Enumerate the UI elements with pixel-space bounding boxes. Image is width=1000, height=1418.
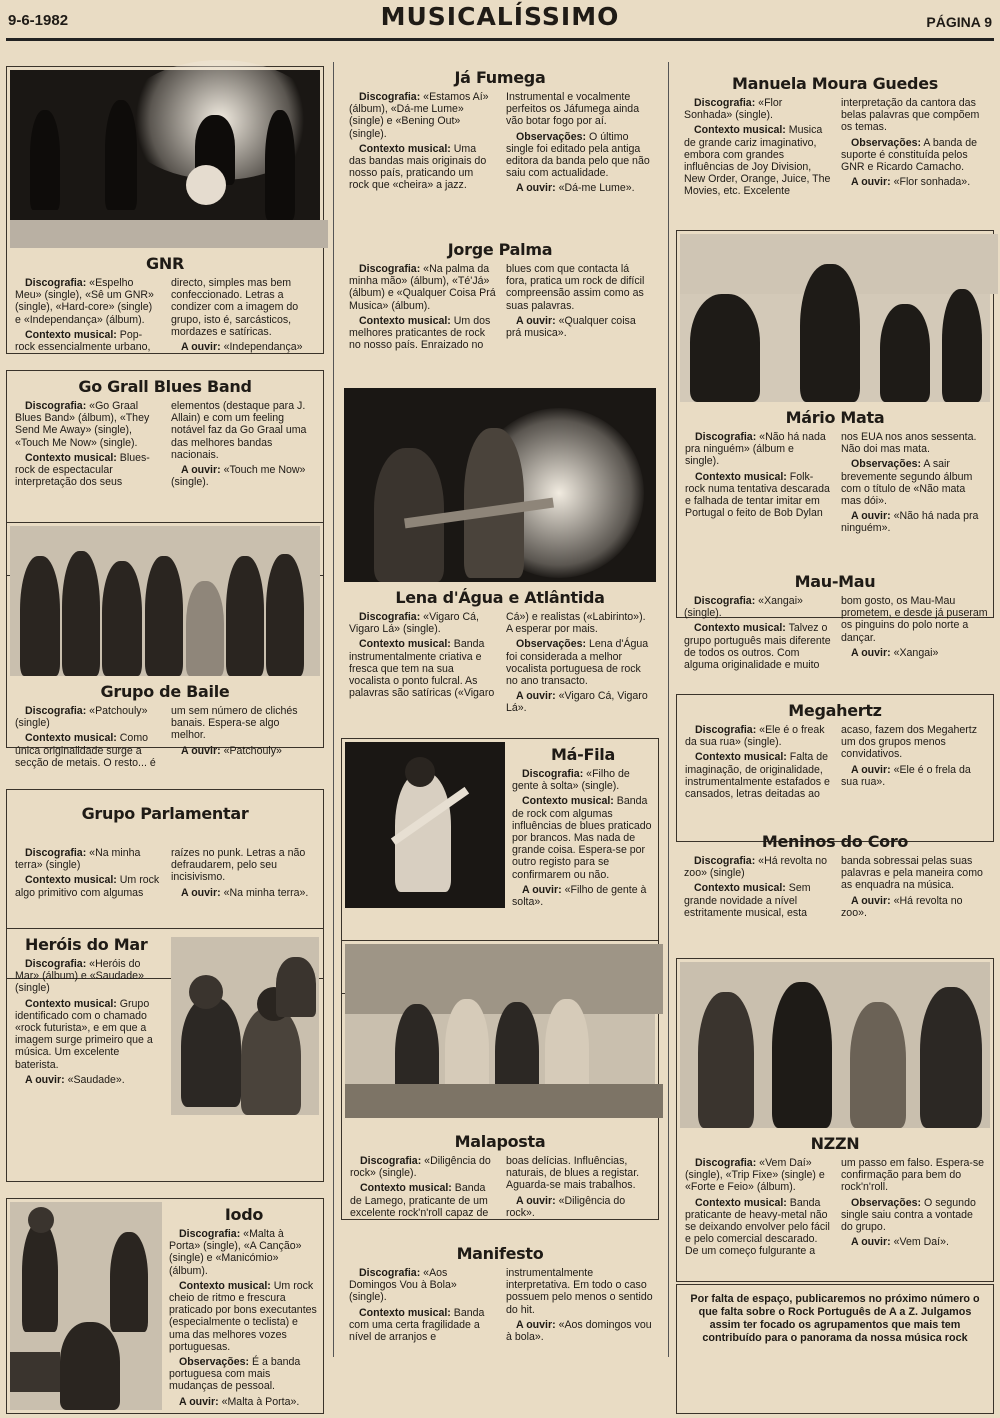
entry-paragraph [15, 705, 161, 729]
field-label: Discografia: [695, 724, 757, 736]
field-value: «Filho de gente à solta» (single). [512, 768, 630, 793]
field-value: «Há revolta no zoo». [841, 894, 963, 919]
entry-title: Heróis do Mar [25, 935, 148, 954]
column-left [6, 62, 324, 1408]
entry-title: Lena d'Água e Atlântida [395, 588, 605, 607]
footnote-box [676, 1284, 994, 1414]
photo-nzzn [680, 962, 990, 1128]
entry-paragraph [685, 724, 831, 748]
column-middle [341, 62, 659, 1357]
field-label: Observações: [851, 136, 922, 149]
field-label: Contexto musical: [25, 874, 117, 887]
entry-text [7, 847, 323, 904]
photo-gnr [10, 70, 320, 248]
column-divider [333, 62, 334, 1357]
photo-malaposta [345, 944, 655, 1118]
entry-text [676, 595, 994, 675]
entry-paragraph [685, 1157, 831, 1194]
field-value: «Aos domingos vou à bola». [506, 1318, 652, 1344]
field-value: Banda de rock com algumas influências de blues praticado por brancos. Mas nada de grande coisa. Espera-se por outro registo para se confirmarem ou não. [512, 795, 652, 881]
entry-text [341, 611, 659, 719]
entry-paragraph [15, 400, 161, 449]
entry-text [7, 958, 167, 1093]
entry-paragraph [684, 855, 831, 879]
field-value: Banda praticante de heavy-metal não se deixando envolver pelo fácil e pelo comercial descarado. De um começo fulgurante a um passo em falso. Espera-se confirmação para bem do rock'n'roll. [685, 1157, 985, 1258]
field-label: A ouvir: [516, 1194, 556, 1207]
entry-paragraph [169, 1356, 317, 1393]
field-value: «Patchouly» [220, 744, 282, 757]
field-value: «Há revolta no zoo» (single) [684, 855, 828, 880]
photo-grupo-de-baile [10, 526, 320, 676]
field-value: Um rock cheio de ritmo e frescura praticado por bons executantes (especialmente o teclista) e uma das melhores vozes portuguesas. [169, 1279, 317, 1353]
entry-paragraph [506, 315, 653, 339]
entry-paragraph [15, 277, 161, 326]
field-label: A ouvir: [516, 690, 556, 703]
field-value: Blues-rock de espectacular interpretação dos seus elementos (destaque para J. Allain) e com um feeling notável faz da Go Graal uma das melhores bandas nacionais. [15, 400, 307, 489]
entry-paragraph [169, 1228, 317, 1277]
field-value: Folk-rock numa tentativa descarada e falhada de tentar imitar em Portugal o feito de Bob Dylan nos EUA nos anos sessenta. Não doi mas mata. [685, 431, 977, 520]
field-value: «Qualquer coisa prá musica». [506, 314, 636, 340]
entry-paragraph [841, 176, 988, 188]
photo-mario-mata [680, 234, 990, 402]
field-value: «Patchouly» (single) [15, 705, 148, 730]
field-label: Discografia: [359, 91, 421, 103]
field-value: «Na minha terra». [220, 886, 309, 899]
field-value: É a banda portuguesa com mais mudanças de pessoal. [169, 1356, 301, 1393]
field-value: «Touch me Now» (single). [171, 464, 306, 489]
entry-title: Meninos do Coro [761, 832, 909, 851]
field-value: Um rock algo primitivo com algumas raízes no punk. Letras a não defraudarem, pelo seu incisivismo. [15, 847, 306, 899]
field-label: A ouvir: [179, 1395, 219, 1408]
entry-text [676, 855, 994, 925]
entry-text [341, 263, 659, 355]
field-value: «Xangai» (single). [684, 595, 803, 620]
entry-paragraph [506, 638, 653, 687]
entry-paragraph [171, 341, 317, 353]
field-label: Discografia: [359, 263, 421, 275]
entry-ja-fumega [341, 62, 659, 222]
footnote-text: Por falta de espaço, publicaremos no próximo número o que falta sobre o Rock Português de A a Z. Julgamos assim ter focado os agrupamentos que mais tem contribuído para o panorama da nossa música rock [690, 1293, 980, 1344]
field-value: «Ele é o frela da sua rua». [841, 763, 971, 788]
entry-paragraph [685, 431, 831, 468]
field-value: Musica de grande cariz imaginativo, embora com grandes influências de Joy Division, New Order, Orange, Juice, The Movies, etc. Excelente interpretação da cantora das belas palavras que compõem os temas. [684, 97, 980, 198]
photo-iodo [10, 1202, 162, 1410]
entry-paragraph [171, 464, 317, 488]
field-label: Contexto musical: [359, 142, 451, 155]
field-label: Contexto musical: [25, 451, 117, 464]
entry-title: Grupo Parlamentar [81, 804, 249, 823]
field-label: A ouvir: [516, 182, 556, 195]
field-label: Observações: [516, 130, 587, 143]
field-label: Discografia: [25, 958, 87, 970]
field-value: «Ele é o freak da sua rua» (single). [685, 724, 825, 749]
publication-title: MUSICALÍSSIMO [380, 2, 620, 31]
field-label: A ouvir: [181, 744, 221, 757]
field-label: Discografia: [25, 705, 87, 717]
entry-mau-mau [676, 558, 994, 696]
field-label: A ouvir: [181, 886, 221, 899]
entry-title: Megahertz [788, 701, 882, 720]
field-value: «Go Graal Blues Band» (álbum), «They Send Me Away» (single), «Touch Me Now» (single). [15, 400, 150, 449]
field-label: Observações: [516, 638, 587, 651]
entry-text [508, 768, 658, 915]
entry-paragraph [841, 647, 988, 659]
entry-text [677, 431, 993, 539]
field-label: Discografia: [25, 847, 87, 859]
field-label: Discografia: [25, 400, 87, 412]
field-label: Discografia: [360, 1155, 422, 1167]
entry-herois-do-mar [6, 928, 324, 1182]
entry-meninos-do-coro [676, 826, 994, 956]
field-value: «Filho de gente à solta». [512, 883, 647, 909]
field-label: Discografia: [522, 768, 584, 780]
field-label: Contexto musical: [25, 732, 117, 745]
entry-paragraph [841, 1197, 987, 1234]
field-value: Um dos melhores praticantes de rock no nosso país. Enraizado no blues com que contacta lá fora, pratica um rock de difícil compreensão assim como as suas palavras. [349, 263, 645, 352]
field-value: «Não há nada pra ninguém». [841, 510, 979, 535]
entry-iodo [6, 1198, 324, 1414]
field-label: Contexto musical: [179, 1279, 271, 1292]
entry-paragraph [349, 611, 496, 635]
field-value: «Vigaro Cá, Vigaro Lá» (single). [349, 611, 479, 636]
field-label: Observações: [851, 1196, 922, 1209]
entry-malaposta [341, 940, 659, 1220]
entry-title: Grupo de Baile [100, 682, 230, 701]
field-label: Discografia: [25, 277, 87, 289]
field-label: A ouvir: [851, 1236, 891, 1249]
field-label: Contexto musical: [359, 314, 451, 327]
field-label: Contexto musical: [25, 997, 117, 1010]
entry-lena-dagua [341, 388, 659, 793]
entry-text [7, 277, 323, 359]
entry-paragraph [506, 690, 653, 714]
entry-paragraph [512, 795, 652, 880]
entry-paragraph [349, 91, 496, 140]
entry-paragraph [171, 887, 317, 899]
field-label: Contexto musical: [360, 1182, 452, 1195]
field-value: Grupo identificado com o chamado «rock futurista», e em que a imagem surge primeiro que a música. Um excelente baterista. [15, 997, 153, 1071]
entry-paragraph [506, 1319, 653, 1343]
field-label: Discografia: [694, 595, 756, 607]
field-label: A ouvir: [516, 1318, 556, 1331]
entry-title: NZZN [810, 1134, 860, 1153]
field-label: Discografia: [695, 1157, 757, 1169]
field-value: «Flor Sonhada» (single). [684, 97, 783, 122]
field-value: O último single foi editado pela antiga editora da banda pelo que não saiu com actualidade. [506, 130, 650, 180]
entry-paragraph [506, 131, 653, 180]
entry-title: Go Grall Blues Band [78, 377, 252, 396]
photo-herois-do-mar [171, 937, 319, 1115]
field-value: Banda com uma certa fragilidade a nível de arranjos e instrumentalmente interpretativa. Em todo o caso possuem pelo menos o sentido do hit. [349, 1267, 653, 1344]
field-value: «Independança» [220, 341, 303, 354]
entry-paragraph [15, 998, 161, 1071]
entry-text [677, 1157, 993, 1262]
field-value: Pop-rock essencialmente urbano, directo, simples mas bem confeccionado. Letras a condizer com a imagem do grupo, isto é, sarcásticos, mordazes e satíricas. [15, 277, 299, 354]
field-label: Contexto musical: [359, 1306, 451, 1319]
photo-ma-fila [345, 742, 505, 908]
entry-paragraph [349, 263, 496, 312]
field-value: Falta de imaginação, de originalidade, instrumentalmente estafados e cansados, letras deitadas ao acaso, fazem dos Megahertz um dos grupos menos convidativos. [685, 724, 978, 801]
field-label: A ouvir: [516, 314, 556, 327]
entry-title: Iodo [224, 1205, 264, 1224]
entry-paragraph [15, 958, 161, 995]
column-right [676, 62, 994, 1357]
field-label: Observações: [851, 458, 922, 471]
field-value: Uma das bandas mais originais do nosso país, praticando um rock que «cheira» a jazz. Instrumental e vocalmente perfeitos os Jáfumega ainda vão botar fogo por aí. [349, 91, 640, 192]
entry-text [7, 400, 323, 494]
entry-manuela-moura-guedes [676, 68, 994, 228]
masthead [0, 0, 1000, 40]
field-label: A ouvir: [851, 646, 891, 659]
field-label: Contexto musical: [695, 1196, 787, 1209]
field-label: Contexto musical: [695, 751, 787, 764]
entry-megahertz [676, 694, 994, 842]
entry-paragraph [349, 1267, 496, 1304]
field-value: «Diligência do rock». [506, 1194, 626, 1219]
field-value: Talvez o grupo português mais diferente de todos os outros. Com alguma originalidade e muito bom gosto, os Mau-Mau prometem, e desde já puseram os pinguins do polo norte a dançar. [684, 595, 988, 672]
field-value: «Aos Domingos Vou à Bola» (single). [349, 1267, 457, 1304]
field-value: Sem grande novidade a nível estritamente musical, esta banda sobressai pelas suas palavras e pela maneira como as enquadra na música. [684, 855, 983, 919]
field-label: Discografia: [359, 611, 421, 623]
entry-paragraph [841, 1236, 987, 1248]
entry-paragraph [841, 510, 987, 534]
field-value: «Vem Daí». [890, 1236, 949, 1249]
column-divider [668, 62, 669, 1357]
entry-text [676, 97, 994, 202]
page-number: PÁGINA 9 [926, 14, 992, 30]
field-value: «Vigaro Cá, Vigaro Lá». [506, 690, 648, 715]
entry-text [342, 1155, 658, 1225]
entry-paragraph [15, 1074, 161, 1086]
field-value: «Na minha terra» (single) [15, 847, 141, 872]
field-label: Contexto musical: [694, 622, 786, 635]
field-value: «Não há nada pra ninguém» (álbum e single). [685, 431, 826, 468]
field-value: O segundo single saiu contra a vontade do grupo. [841, 1196, 976, 1234]
field-value: «Malta à Porta». [218, 1395, 300, 1408]
field-label: A ouvir: [851, 763, 891, 776]
field-label: A ouvir: [851, 510, 891, 523]
field-value: «Dá-me Lume». [555, 182, 635, 195]
field-label: A ouvir: [851, 176, 891, 189]
entry-text [677, 724, 993, 804]
issue-date: 9-6-1982 [8, 12, 69, 29]
entry-paragraph [684, 595, 831, 619]
field-value: «Malta à Porta» (single), «A Canção» (single) e «Manicómio» (álbum). [169, 1228, 302, 1277]
entry-paragraph [350, 1155, 496, 1179]
entry-paragraph [171, 745, 317, 757]
field-value: «Vem Daí» (single), «Trip Fixe» (single) e «Forte e Feio» (álbum). [685, 1157, 825, 1194]
field-label: Discografia: [695, 431, 757, 443]
field-label: Discografia: [694, 97, 756, 109]
field-label: Contexto musical: [695, 470, 787, 483]
field-value: «Xangai» [890, 646, 939, 659]
field-label: Contexto musical: [25, 328, 117, 341]
entry-text [341, 1267, 659, 1349]
entry-text [7, 705, 323, 773]
field-value: «Diligência do rock» (single). [350, 1155, 491, 1180]
field-label: Contexto musical: [694, 124, 786, 137]
entry-title: Manifesto [456, 1244, 544, 1263]
field-value: «Saudade». [64, 1073, 125, 1086]
entry-title: Mário Mata [785, 408, 885, 427]
entry-title: Manuela Moura Guedes [732, 74, 938, 93]
entry-paragraph [15, 847, 161, 871]
entry-title: Mau-Mau [794, 572, 876, 591]
field-value: Banda instrumentalmente criativa e fresca que tem na sua vocalista o ponto fulcral. As palavras são satíricas («Vigaro Cá») e realistas («Labirinto»). A esperar por mais. [349, 611, 646, 700]
entry-paragraph [506, 182, 653, 194]
entry-nzzn [676, 958, 994, 1282]
masthead-rule [6, 38, 994, 41]
field-label: A ouvir: [181, 341, 221, 354]
field-label: Contexto musical: [522, 795, 614, 808]
entry-title: GNR [146, 254, 184, 273]
entry-grupo-de-baile [6, 522, 324, 769]
field-value: «Na palma da minha mão» (álbum), «Té'Já» (álbum) e «Qualquer Coisa Prá Musica» (álbum). [349, 263, 496, 312]
entry-paragraph [512, 884, 652, 908]
entry-paragraph [169, 1280, 317, 1353]
entry-paragraph [506, 1195, 652, 1219]
field-label: Discografia: [359, 1267, 421, 1279]
field-label: Contexto musical: [359, 638, 451, 651]
entry-paragraph [841, 137, 988, 174]
entry-paragraph [841, 895, 988, 919]
field-value: «Heróis do Mar» (álbum) e «Saudade» (single) [15, 958, 144, 995]
field-label: Discografia: [179, 1228, 241, 1240]
entry-title: Malaposta [454, 1132, 546, 1151]
entry-title: Jorge Palma [447, 240, 553, 259]
field-label: A ouvir: [181, 464, 221, 477]
entry-title: Má-Fila [551, 745, 615, 764]
field-value: Lena d'Água foi considerada a melhor vocalista portuguesa de rock no ano transacto. [506, 638, 649, 688]
field-value: A banda de suporte é constituída pelos GNR e Ricardo Camacho. [841, 136, 978, 174]
entry-paragraph [169, 1396, 317, 1408]
entry-text [341, 91, 659, 199]
entry-paragraph [841, 764, 987, 788]
field-label: Observações: [179, 1356, 250, 1369]
entry-paragraph [684, 97, 831, 121]
field-value: A sair brevemente segundo álbum com o título de «Não mata mas dói». [841, 458, 973, 508]
entry-gnr [6, 66, 324, 354]
entry-manifesto [341, 1238, 659, 1418]
field-value: «Flor sonhada». [890, 176, 971, 189]
field-value: Como única originalidade surge a secção de metais. O resto... é um sem número de clichés banais. Espera-se algo melhor. [15, 705, 298, 769]
field-value: Banda de Lamego, praticante de um excelente rock'n'roll capaz de boas delícias. Influências, naturais, de blues a registar. Aguarda-se mais trabalhos. [350, 1155, 640, 1219]
photo-lena-dagua [344, 388, 656, 582]
field-label: A ouvir: [851, 894, 891, 907]
entry-paragraph [512, 768, 652, 792]
field-label: A ouvir: [25, 1073, 65, 1086]
field-label: Contexto musical: [694, 882, 786, 895]
entry-paragraph [841, 458, 987, 507]
entry-text [165, 1228, 323, 1415]
field-value: «Estamos Aí» (álbum), «Dá-me Lume» (single) e «Bening Out» (single). [349, 91, 489, 140]
field-label: A ouvir: [522, 883, 562, 896]
field-value: «Espelho Meu» (single), «Sê um GNR» (single), «Hard-core» (single) e «Independança» (álbum). [15, 277, 154, 326]
field-label: Discografia: [694, 855, 756, 867]
entry-title: Já Fumega [454, 68, 546, 87]
